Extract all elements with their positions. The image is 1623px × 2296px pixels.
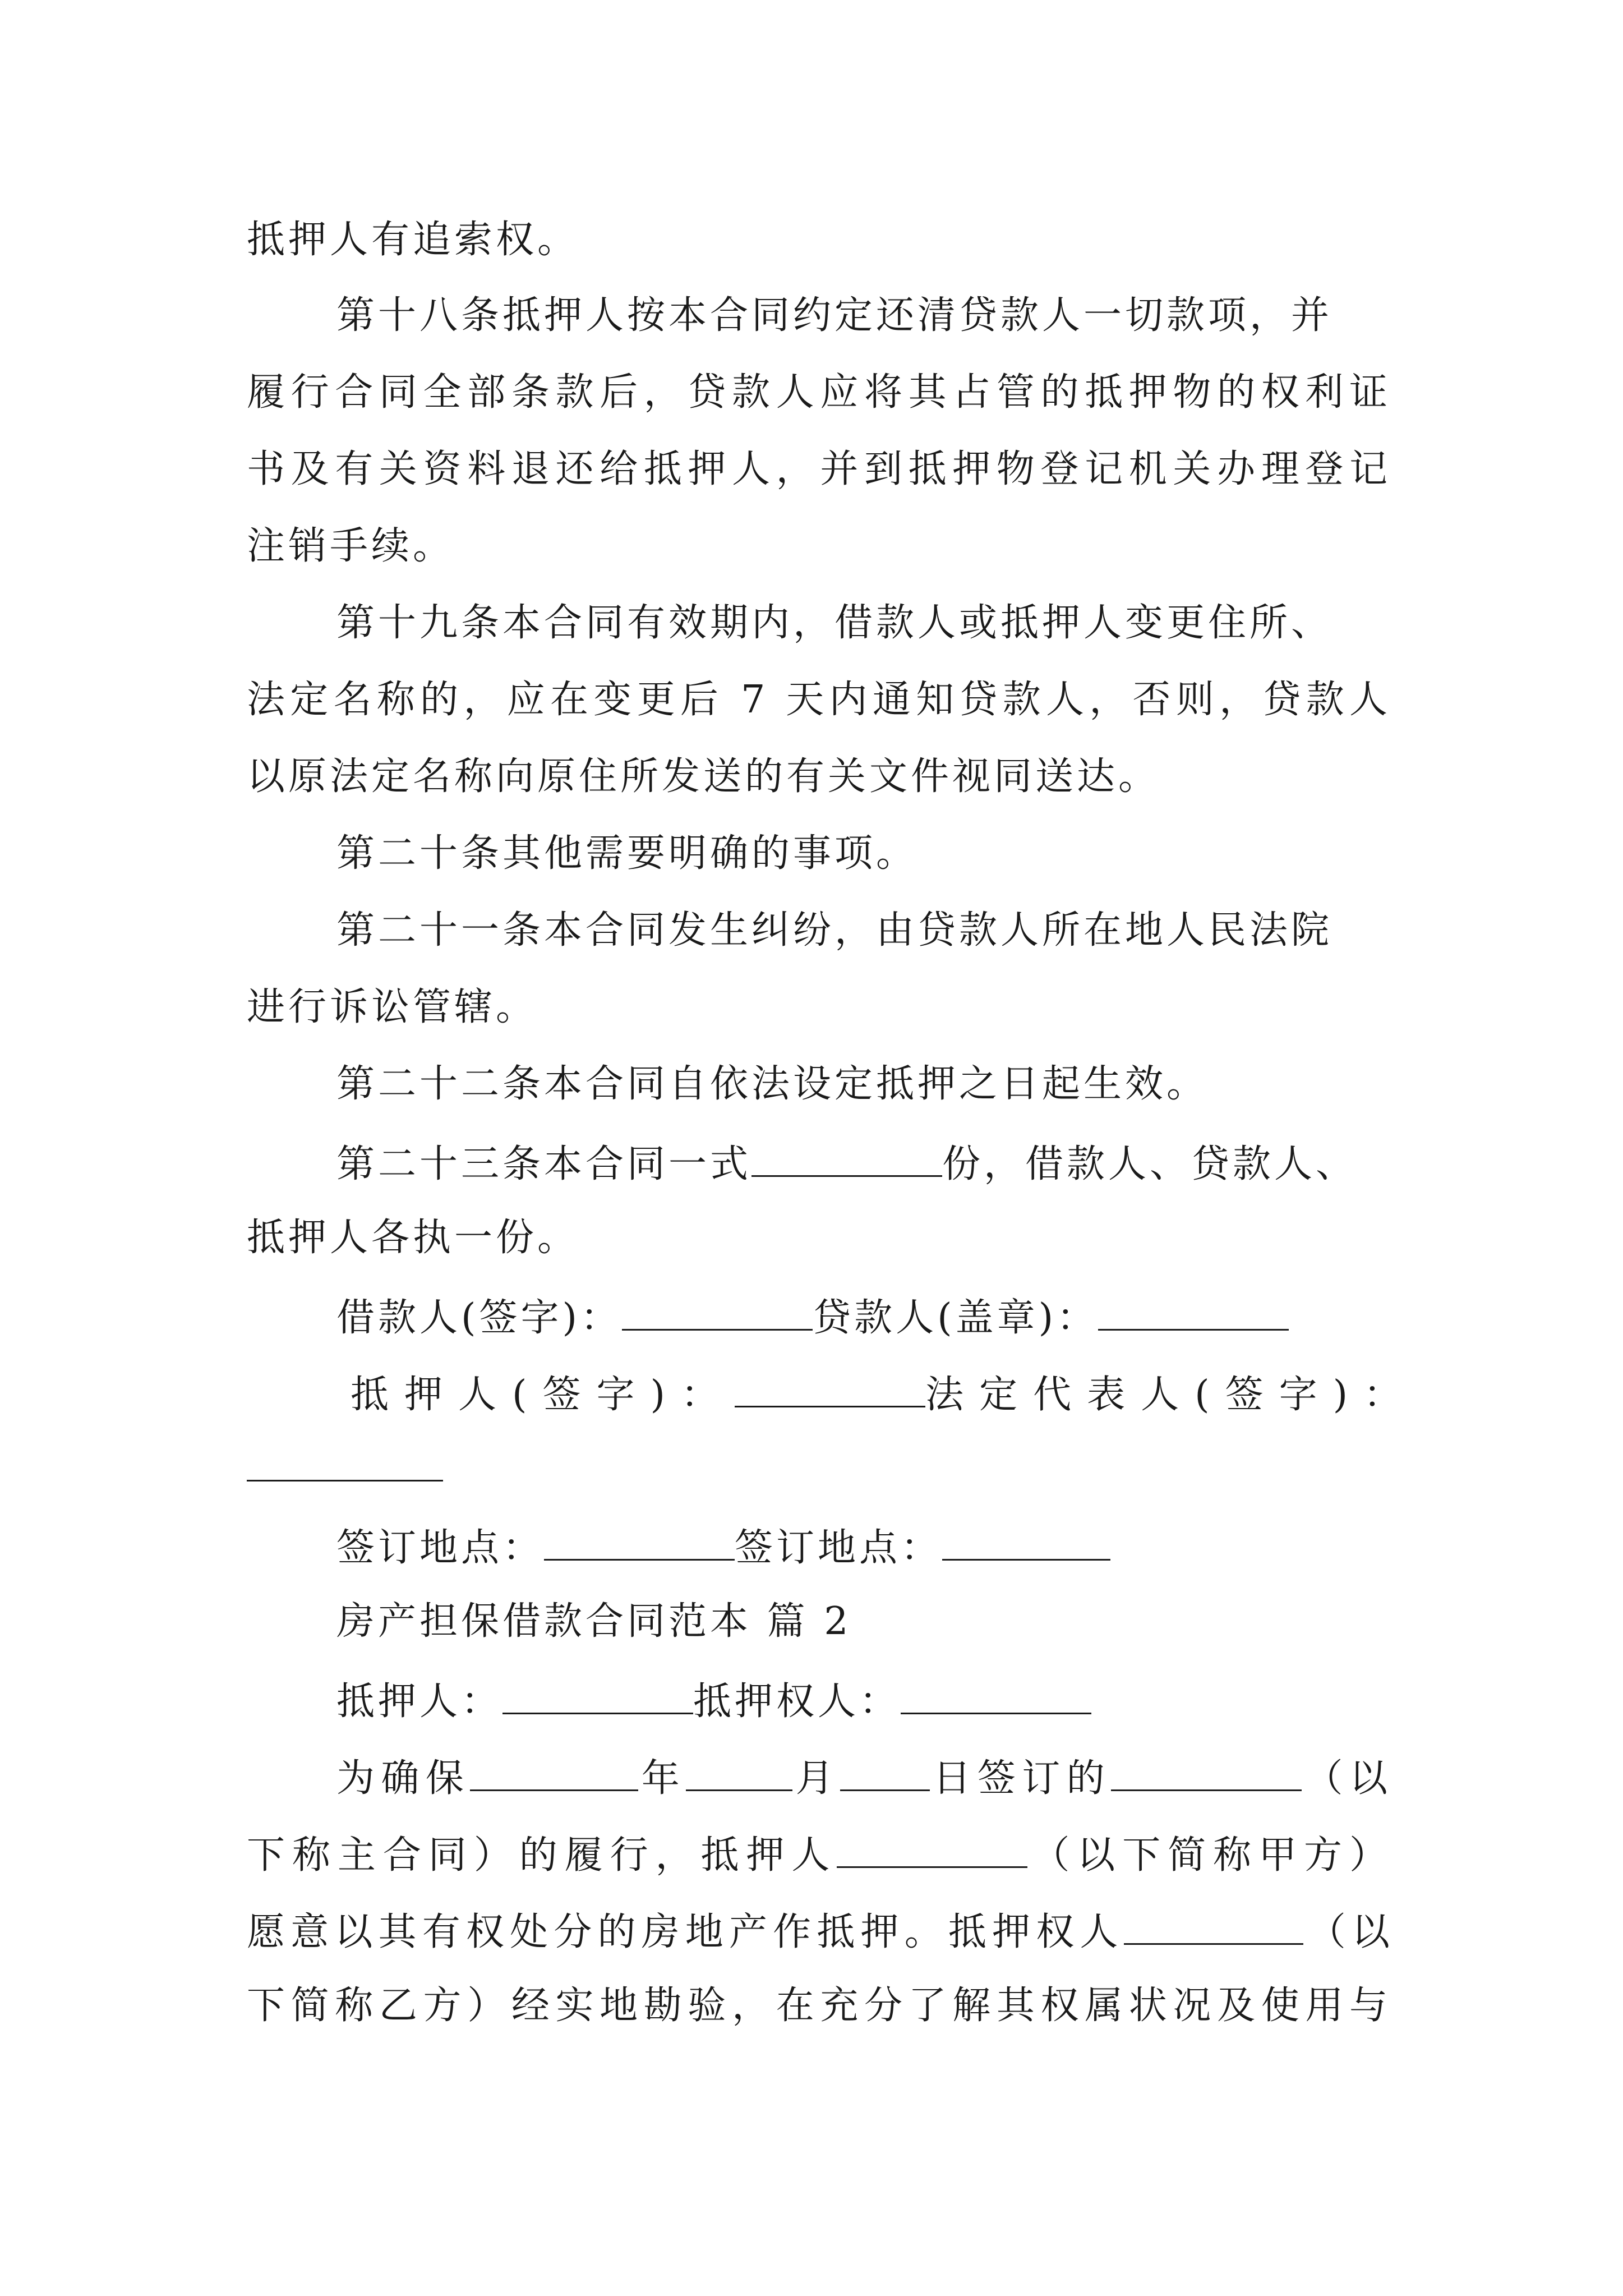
clause-23-line: 第二十三条本合同一式 份，借款人、贷款人、 <box>336 1136 1481 1186</box>
copies-blank <box>751 1136 942 1177</box>
signing-place-line: 签订地点： 签订地点： <box>336 1520 1481 1570</box>
signature-line-2: 抵押人(签字)： 法定代表人(签字)： <box>351 1366 1495 1417</box>
legal-rep-signature-blank <box>247 1480 443 1481</box>
text-line: 以原法定名称向原住所发送的有关文件视同送达。 <box>247 754 1160 799</box>
borrower-signature-blank <box>622 1290 813 1331</box>
signing-place-blank <box>544 1520 735 1561</box>
mortgagor-blank <box>502 1673 693 1714</box>
text-line: 进行诉讼管辖。 <box>247 985 538 1029</box>
contract-blank <box>1111 1750 1302 1791</box>
section-title: 房产担保借款合同范本 篇 2 <box>336 1599 852 1644</box>
text-line: 注销手续。 <box>247 524 455 568</box>
clause-18-line: 第十八条抵押人按本合同约定还清贷款人一切款项，并 <box>336 293 1333 338</box>
party-a-blank <box>837 1827 1027 1868</box>
parties-line: 抵押人： 抵押权人： <box>336 1673 1481 1724</box>
clause-20-line: 第二十条其他需要明确的事项。 <box>336 831 918 876</box>
text-line: 抵押人各执一份。 <box>247 1216 579 1260</box>
clause-19-line: 第十九条本合同有效期内，借款人或抵押人变更住所、 <box>336 601 1333 645</box>
party-b-blank <box>1124 1904 1303 1945</box>
month-blank <box>686 1750 792 1791</box>
day-blank <box>840 1750 930 1791</box>
text-line: 法定名称的，应在变更后 7 天内通知贷款人，否则，贷款人 <box>247 678 1391 722</box>
signing-place-blank <box>942 1520 1110 1561</box>
preamble-line: 为确保 年 月 日签订的 （以 <box>336 1750 1391 1801</box>
lender-seal-blank <box>1098 1290 1289 1331</box>
text-line: 履行合同全部条款后，贷款人应将其占管的抵押物的权利证 <box>247 370 1391 415</box>
preamble-line: 下称主合同）的履行，抵押人 （以下简称甲方） <box>247 1827 1391 1878</box>
text-line: 书及有关资料退还给抵押人，并到抵押物登记机关办理登记 <box>247 447 1391 491</box>
clause-21-line: 第二十一条本合同发生纠纷，由贷款人所在地人民法院 <box>336 908 1333 953</box>
clause-22-line: 第二十二条本合同自依法设定抵押之日起生效。 <box>336 1062 1209 1106</box>
signature-line-1: 借款人(签字)： 贷款人(盖章)： <box>336 1290 1481 1340</box>
text-line: 抵押人有追索权。 <box>247 218 579 262</box>
mortgagee-blank <box>901 1673 1091 1714</box>
preamble-line: 愿意以其有权处分的房地产作抵押。抵押权人 （以 <box>247 1904 1391 1954</box>
text-line: 下简称乙方）经实地勘验，在充分了解其权属状况及使用与 <box>247 1984 1391 2028</box>
year-blank <box>470 1750 638 1791</box>
mortgagor-signature-blank <box>735 1366 925 1407</box>
